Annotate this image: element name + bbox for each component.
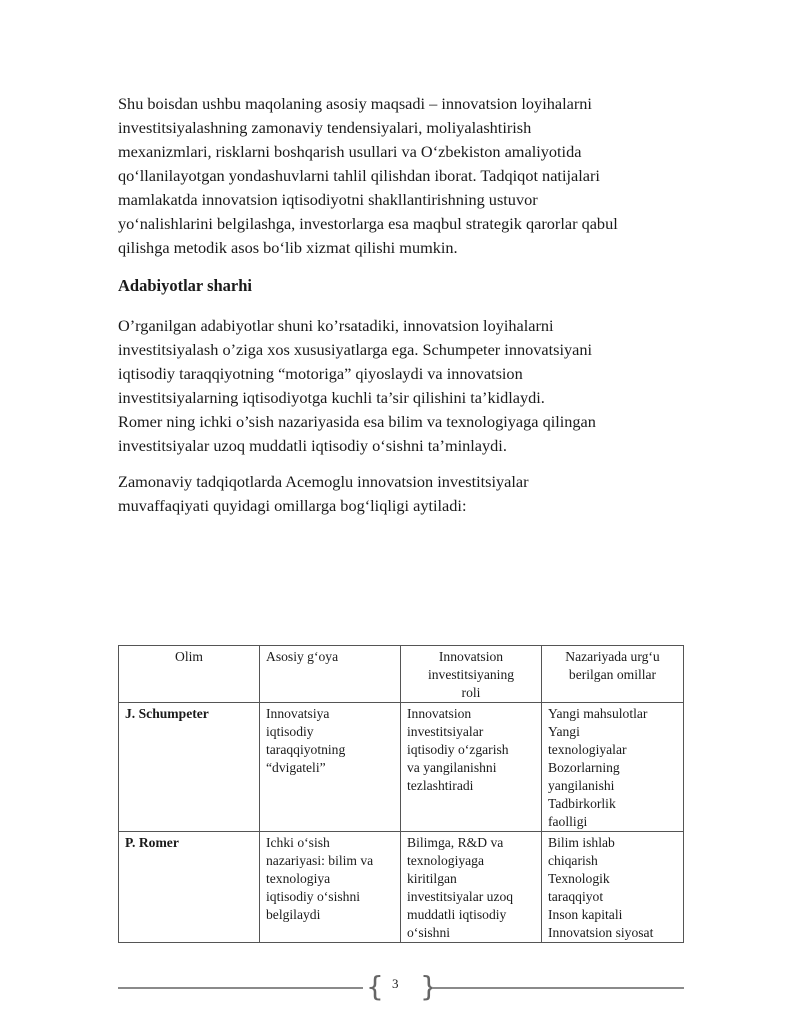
- cell-text: tezlashtiradi: [407, 778, 474, 793]
- cell-text: J. Schumpeter: [125, 706, 209, 721]
- text-line: investitsiyalashning zamonaviy tendensiyalari, moliyalashtirish: [118, 118, 532, 137]
- cell-text: Asosiy g‘oya: [266, 649, 339, 664]
- modern-paragraph: [118, 470, 684, 518]
- cell-text: muddatli iqtisodiy: [407, 907, 507, 922]
- section-heading: Adabiyotlar sharhi: [118, 276, 253, 295]
- cell-text: Innovatsion: [438, 649, 504, 664]
- review-paragraph: [118, 314, 684, 458]
- cell-text: Innovatsiya: [266, 706, 330, 721]
- factors-cell: [542, 703, 684, 832]
- cell-text: Texnologik: [548, 871, 610, 886]
- cell-text: kiritilgan: [407, 871, 457, 886]
- cell-text: taraqqiyot: [548, 889, 604, 904]
- cell-text: va yangilanishni: [407, 760, 497, 775]
- cell-text: Bilim ishlab: [548, 835, 615, 850]
- left-brace-ornament: {: [366, 970, 384, 1003]
- cell-text: Innovatsion: [407, 706, 472, 721]
- text-line: muvaffaqiyati quyidagi omillarga bog‘liqligi aytiladi:: [118, 496, 467, 515]
- idea-cell: [260, 832, 401, 943]
- text-line: iqtisodiy taraqqiyotning “motoriga” qiyoslaydi va innovatsion: [118, 364, 523, 383]
- cell-text: Olim: [175, 649, 203, 664]
- cell-text: texnologiyaga: [407, 853, 485, 868]
- text-line: investitsiyalash o’ziga xos xususiyatlarga ega. Schumpeter innovatsiyani: [118, 340, 593, 359]
- page-number: 3: [392, 976, 399, 991]
- cell-text: chiqarish: [548, 853, 598, 868]
- cell-text: Inson kapitali: [548, 907, 623, 922]
- cell-text: Yangi mahsulotlar: [548, 706, 648, 721]
- cell-text: belgilaydi: [266, 907, 321, 922]
- cell-text: iqtisodiy: [266, 724, 314, 739]
- cell-text: investitsiyalar uzoq: [407, 889, 514, 904]
- cell-text: Yangi: [548, 724, 580, 739]
- footer-rule-right: [432, 987, 684, 989]
- text-line: investitsiyalarning iqtisodiyotga kuchli ta’sir qilishini ta’kidlaydi.: [118, 388, 545, 407]
- cell-text: Innovatsion siyosat: [548, 925, 654, 940]
- cell-text: investitsiyaning: [427, 667, 515, 682]
- cell-text: iqtisodiy o‘sishni: [266, 889, 361, 904]
- text-line: O’rganilgan adabiyotlar shuni ko’rsatadiki, innovatsion loyihalarni: [118, 316, 554, 335]
- footer-rule-left: [118, 987, 363, 989]
- cell-text: texnologiyalar: [548, 742, 627, 757]
- table-row: [119, 703, 684, 832]
- table-header-row: [119, 646, 684, 703]
- factors-cell: [542, 832, 684, 943]
- cell-text: “dvigateli”: [266, 760, 326, 775]
- theory-table: [118, 645, 684, 943]
- cell-text: investitsiyalar: [407, 724, 484, 739]
- cell-text: yangilanishi: [548, 778, 615, 793]
- text-line: Zamonaviy tadqiqotlarda Acemoglu innovatsion investitsiyalar: [118, 472, 529, 491]
- text-line: mexanizmlari, risklarni boshqarish usullari va O‘zbekiston amaliyotida: [118, 142, 582, 161]
- cell-text: Bilimga, R&D va: [407, 835, 504, 850]
- role-cell: [401, 703, 542, 832]
- cell-text: faolligi: [548, 814, 588, 829]
- text-line: mamlakatda innovatsion iqtisodiyotni shakllantirishning ustuvor: [118, 190, 538, 209]
- text-line: qo‘llanilayotgan yondashuvlarni tahlil qilishdan iborat. Tadqiqot natijalari: [118, 166, 600, 185]
- cell-text: nazariyasi: bilim va: [266, 853, 374, 868]
- header-cell-idea: [260, 646, 401, 703]
- scientist-cell: [119, 832, 260, 943]
- text-line: Shu boisdan ushbu maqolaning asosiy maqsadi – innovatsion loyihalarni: [118, 94, 592, 113]
- cell-text: iqtisodiy o‘zgarish: [407, 742, 509, 757]
- cell-text: o‘sishni: [407, 925, 451, 940]
- text-line: yo‘nalishlarini belgilashga, investorlarga esa maqbul strategik qarorlar qabul: [118, 214, 618, 233]
- cell-text: Nazariyada urg‘u: [565, 649, 660, 664]
- text-line: Romer ning ichki o’sish nazariyasida esa bilim va texnologiyaga qilingan: [118, 412, 596, 431]
- text-line: investitsiyalar uzoq muddatli iqtisodiy o‘sishni ta’minlaydi.: [118, 436, 507, 455]
- cell-text: Ichki o‘sish: [266, 835, 330, 850]
- cell-text: texnologiya: [266, 871, 331, 886]
- cell-text: roli: [461, 685, 481, 700]
- table-row: [119, 832, 684, 943]
- cell-text: Tadbirkorlik: [548, 796, 616, 811]
- cell-text: Bozorlarning: [548, 760, 620, 775]
- text-line: qilishga metodik asos bo‘lib xizmat qilishi mumkin.: [118, 238, 458, 257]
- cell-text: P. Romer: [125, 835, 179, 850]
- header-cell-role: [401, 646, 542, 703]
- intro-paragraph: [118, 92, 684, 260]
- role-cell: [401, 832, 542, 943]
- header-cell-factors: [542, 646, 684, 703]
- right-brace-ornament: }: [420, 970, 438, 1003]
- idea-cell: [260, 703, 401, 832]
- cell-text: berilgan omillar: [568, 667, 657, 682]
- scientist-cell: [119, 703, 260, 832]
- cell-text: taraqqiyotning: [266, 742, 346, 757]
- header-cell-scientist: [119, 646, 260, 703]
